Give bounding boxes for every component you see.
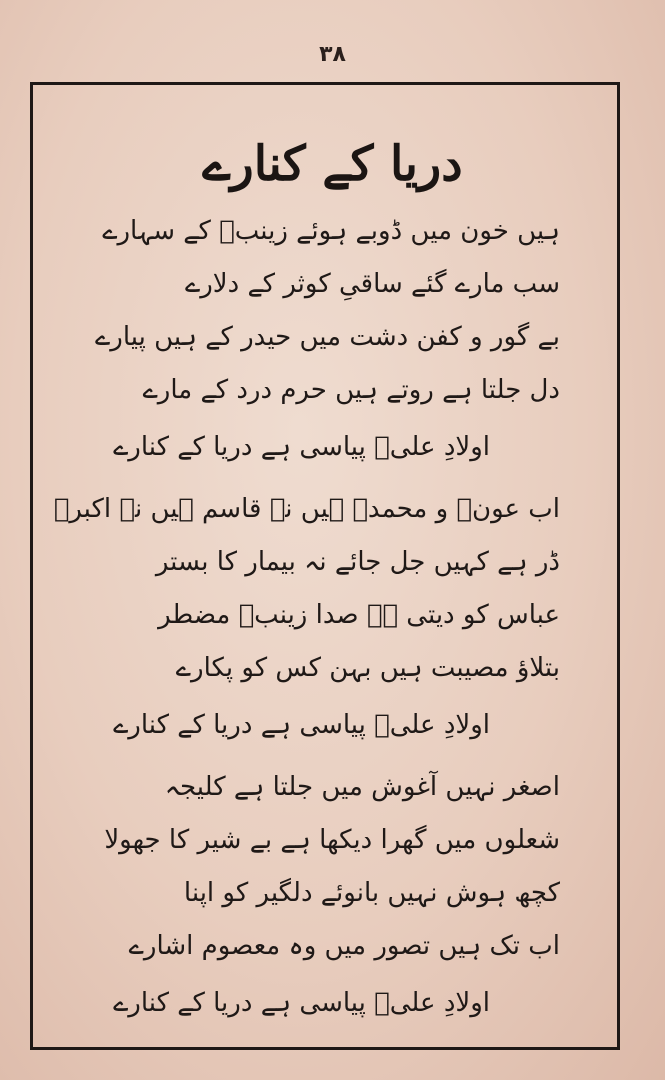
poem-body [53,205,560,1033]
poem-line: اصغر نہیں آغوش میں جلتا ہے کلیجہ [164,772,560,802]
poem-line: اب تک ہیں تصور میں وہ معصوم اشارے [128,931,560,961]
poem-refrain: اولادِ علیؑ پیاسی ہے دریا کے کنارے [113,988,490,1018]
poem-line: بے گور و کفن دشت میں حیدر کے ہیں پیارے [95,322,560,352]
poem-line: اب عونؑ و محمدؑ ہیں نہ قاسم ہیں نہ اکبرؑ [53,494,560,524]
poem-line: دل جلتا ہے روتے ہیں حرم درد کے مارے [142,375,560,405]
poem-line: کچھ ہوش نہیں بانوئے دلگیر کو اپنا [183,878,560,908]
poem-line: ڈر ہے کہیں جل جائے نہ بیمار کا بستر [155,547,560,577]
poem-line: سب مارے گئے ساقیِ کوثر کے دلارے [184,269,560,299]
page-number: ۳۸ [319,42,346,67]
stanza-2 [53,483,560,755]
poem-line: بتلاؤ مصیبت ہیں بہن کس کو پکارے [175,653,560,683]
poem-line: ہیں خون میں ڈوبے ہوئے زینبؑ کے سہارے [102,216,560,246]
poem-refrain: اولادِ علیؑ پیاسی ہے دریا کے کنارے [113,710,490,740]
stanza-1 [95,205,560,477]
stanza-3 [104,761,560,1033]
poem-line: شعلوں میں گھرا دیکھا ہے بے شیر کا جھولا [104,825,560,855]
poem-line: عباس کو دیتی ہے صدا زینبؑ مضطر [158,600,560,630]
poem-title: دریا کے کنارے [202,136,463,192]
poem-refrain: اولادِ علیؑ پیاسی ہے دریا کے کنارے [113,432,490,462]
